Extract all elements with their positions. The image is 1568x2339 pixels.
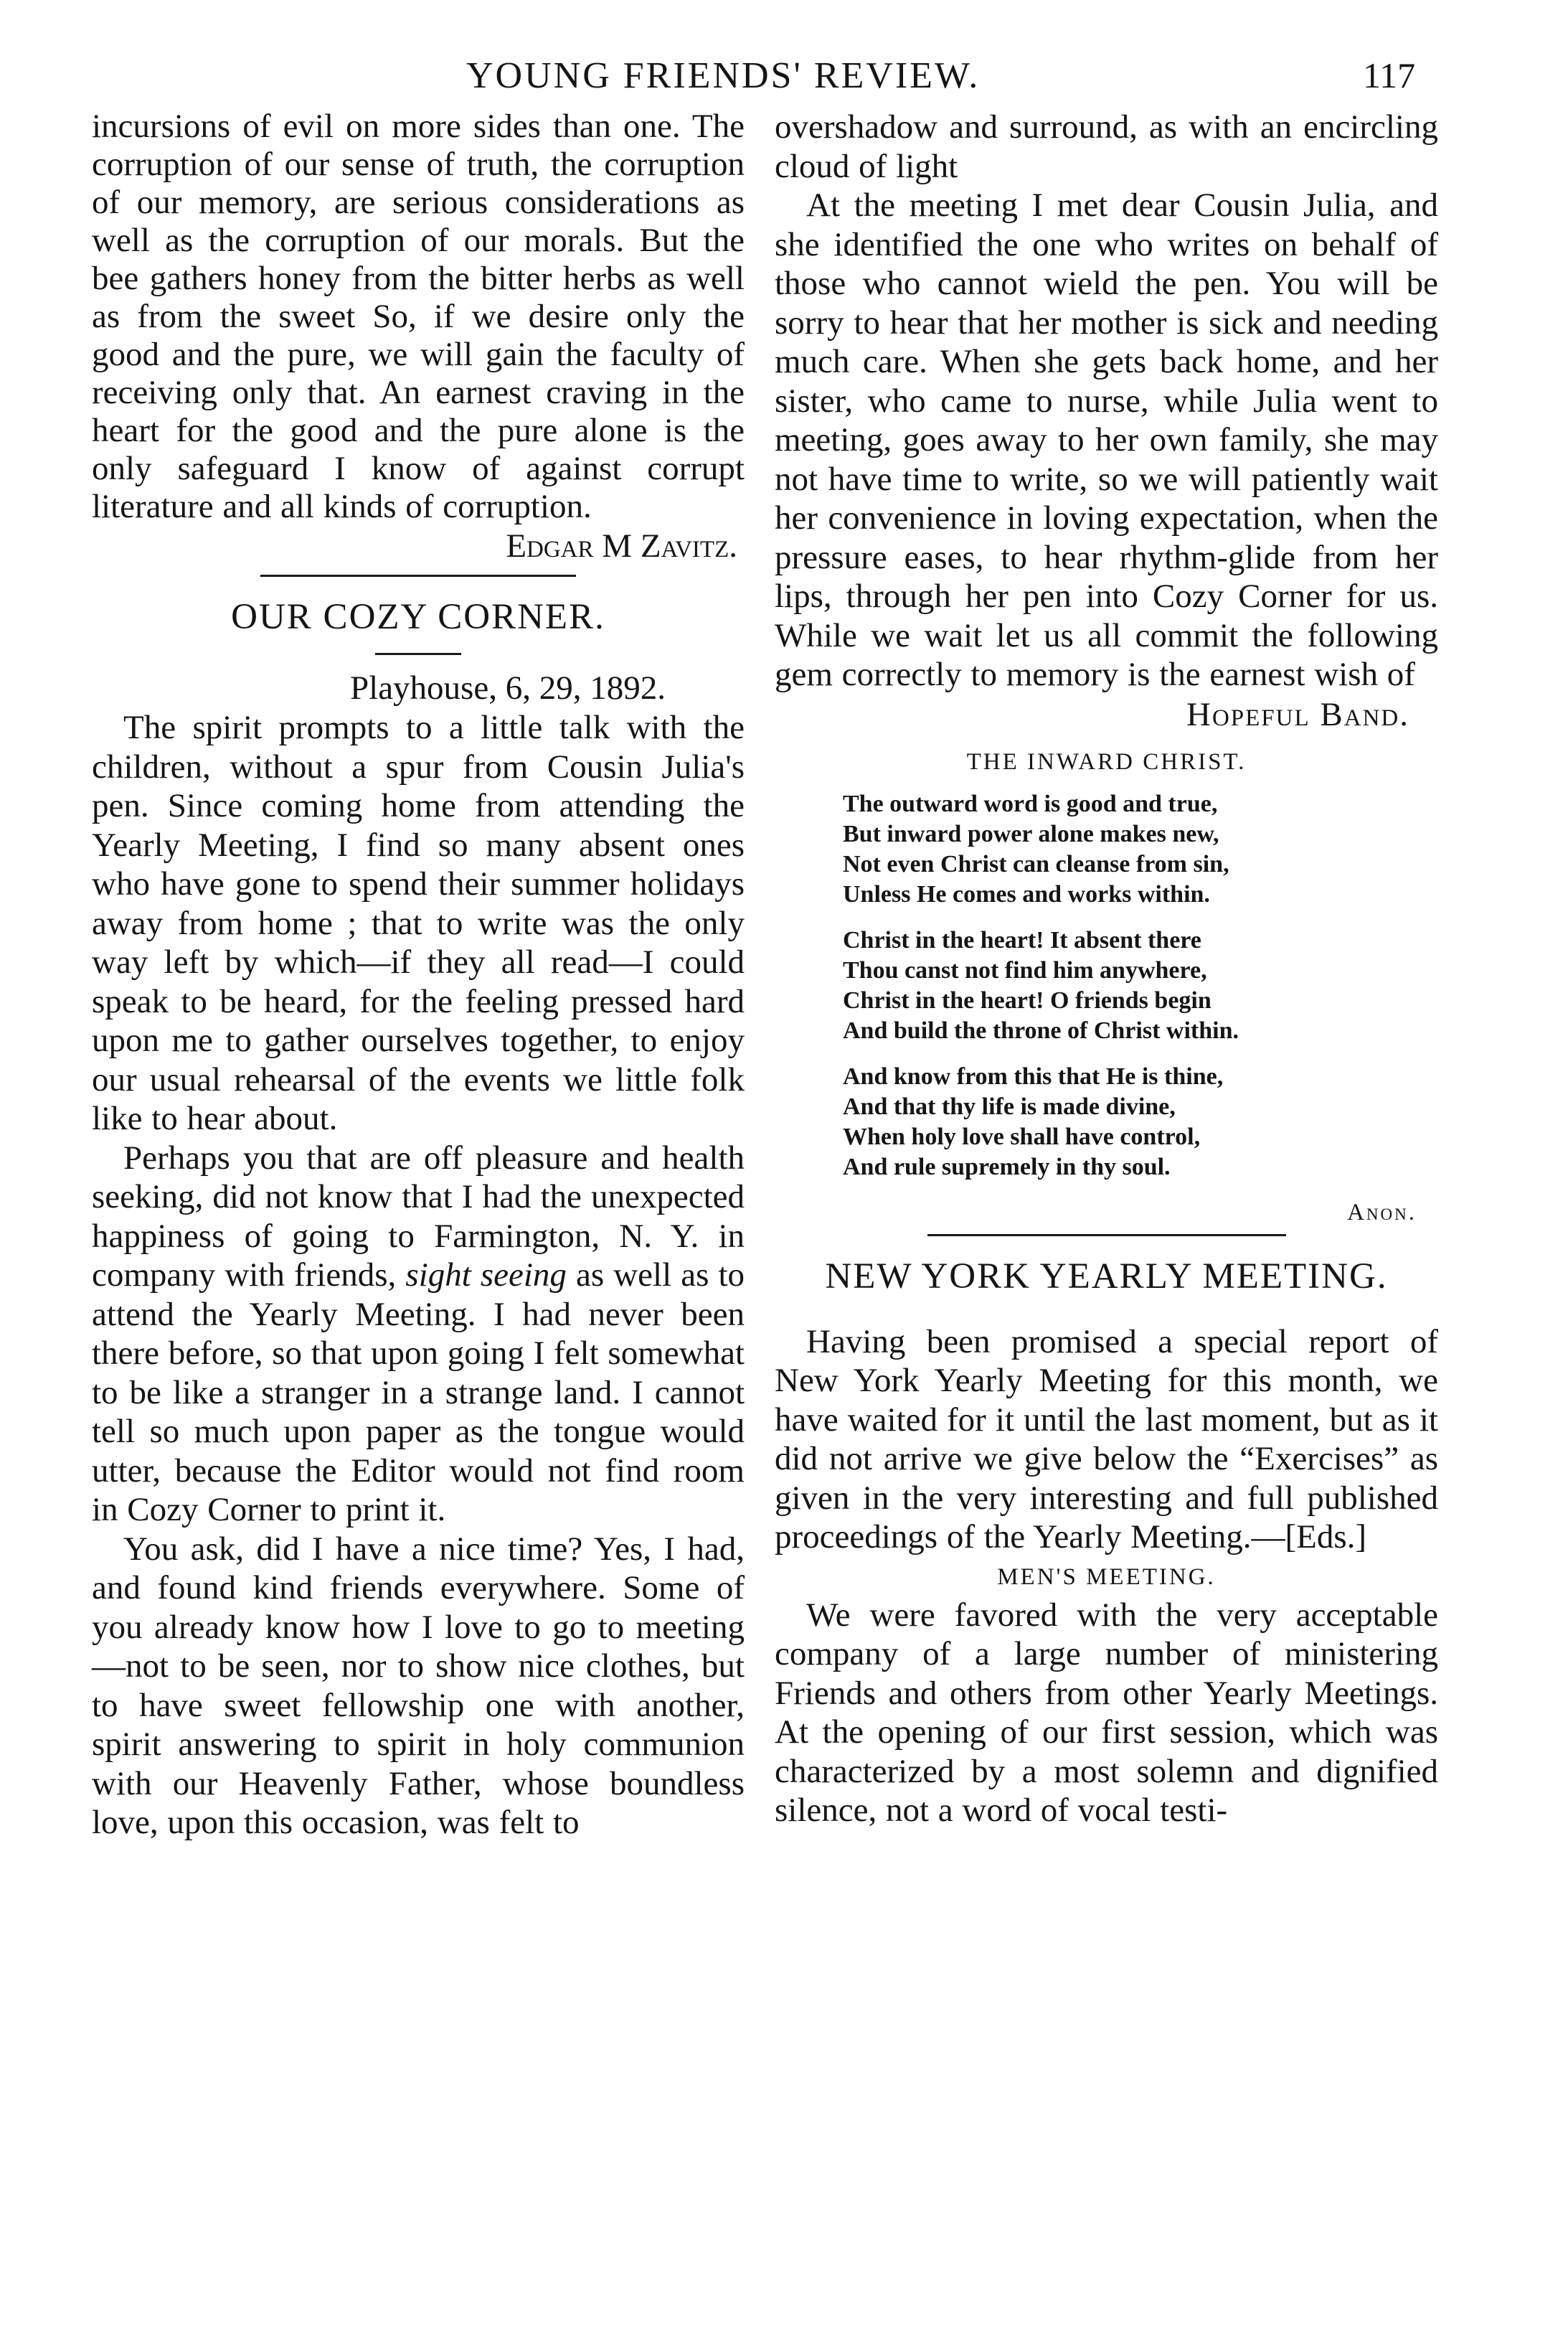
mens-meeting-paragraph: We were favored with the very acceptable company of a large number of ministering Friends and others from other Yearly Meetings. At the opening of our first session, which was characterized by a most solemn and dignified silence, not a word of vocal testi- (775, 1596, 1438, 1829)
page-number: 117 (1363, 55, 1416, 95)
cozy-paragraph-3: You ask, did I have a nice time? Yes, I had, and found kind friends everywhere. Some of you already know how I love to go to meeting—not to be seen, nor to show nice clothes, but to have sweet fellowship one with another, spirit answering to spirit in holy communion with our Heavenly Father, whose boundless love, upon this occasion, was felt to (92, 1530, 745, 1841)
poem-line: Not even Christ can cleanse from sin, (843, 850, 1229, 877)
running-header (0, 0, 1568, 108)
essay-signature: Edgar M Zavitz. (506, 527, 737, 565)
poem-title: THE INWARD CHRIST. (966, 748, 1247, 775)
poem-line: And that thy life is made divine, (843, 1093, 1176, 1120)
poem-line: Christ in the heart! It absent there (843, 926, 1201, 954)
right-column (775, 108, 1438, 2253)
cozy-paragraph-4: At the meeting I met dear Cousin Julia, and she identified the one who writes on behalf of those who cannot wield the pen. You will be sorry to hear that her mother is sick and needing much care. When she gets back home, and her sister, who came to nurse, while Julia went to meeting, goes away to her own family, she may not have time to write, so we will patiently wait her convenience in loving expectation, when the pressure eases, to hear rhythm-glide from her lips, through her pen into Cozy Corner for us. While we wait let us all commit the following gem correctly to memory is the earnest wish of (775, 187, 1438, 693)
running-title: YOUNG FRIENDS' REVIEW. (466, 55, 981, 96)
cozy-signature: Hopeful Band. (1186, 695, 1409, 733)
section-title-yearly-meeting: NEW YORK YEARLY MEETING. (825, 1256, 1388, 1296)
left-column (92, 108, 745, 2253)
poem-line: When holy love shall have control, (843, 1123, 1201, 1150)
poem-line: Christ in the heart! O friends begin (843, 987, 1212, 1014)
poem-line: Unless He comes and works within. (843, 880, 1210, 908)
poem-stanza (843, 926, 1438, 1046)
title-rule (375, 653, 461, 655)
spacer (775, 1298, 1438, 1322)
subheading-mens-meeting: MEN'S MEETING. (997, 1563, 1216, 1590)
cozy-paragraph-2 (92, 1139, 745, 1530)
poem-attribution: Anon. (1347, 1199, 1417, 1225)
section-divider (927, 1234, 1286, 1236)
poem-line: But inward power alone makes new, (843, 820, 1219, 847)
essay-closing-paragraph: incursions of evil on more sides than one. The corruption of our sense of truth, the corruption of our memory, are serious considerations as well as the corruption of our morals. But the bee gathers honey from the bitter herbs as well as from the sweet So, if we desire only the good and the pure, we will gain the faculty of receiving only that. An earnest craving in the heart for the good and the pure alone is the only safeguard I know of against corrupt literature and all kinds of corruption. (92, 108, 745, 525)
poem-stanza (843, 789, 1438, 910)
italic-phrase: sight seeing (405, 1256, 567, 1294)
poem-line: And know from this that He is thine, (843, 1063, 1224, 1090)
cozy-paragraph-continued: overshadow and surround, as with an encircling cloud of light (775, 108, 1438, 185)
poem-line: And rule supremely in thy soul. (843, 1153, 1171, 1180)
cozy-paragraph-2-end: as well as to attend the Yearly Meeting. I had never been there before, so that upon going I felt somewhat to be like a stranger in a strange land. I cannot tell so much upon paper as the tongue would utter, because the Editor would not find room in Cozy Corner to print it. (92, 1256, 745, 1528)
poem-stanza (843, 1062, 1438, 1182)
section-divider (260, 575, 576, 577)
cozy-paragraph-1: The spirit prompts to a little talk with the children, without a spur from Cousin Julia's pen. Since coming home from attending the Yearly Meeting, I find so many absent ones who have gone to spend their summer holidays away from home ; that to write was the only way left by which—if they all read—I could speak to be heard, for the feeling pressed hard upon me to gather ourselves together, to enjoy our usual rehearsal of the events we little folk like to hear about. (92, 709, 745, 1137)
yearly-meeting-intro: Having been promised a special report of New York Yearly Meeting for this month, we have waited for it until the last moment, but as it did not arrive we give below the “Exercises” as given in the very interesting and full published proceedings of the Yearly Meeting.—[Eds.] (775, 1322, 1438, 1556)
cozy-paragraph-2-start: Perhaps you that are off pleasure and health seeking, did not know that I had the unexpected happiness of going to Farmington, N. Y. in company with friends, (92, 1139, 745, 1294)
section-title-cozy-corner: OUR COZY CORNER. (231, 597, 605, 637)
poem-line: Thou canst not find him anywhere, (843, 956, 1207, 984)
poem-line: And build the throne of Christ within. (843, 1017, 1239, 1044)
dateline: Playhouse, 6, 29, 1892. (350, 669, 666, 707)
poem-line: The outward word is good and true, (843, 790, 1218, 817)
